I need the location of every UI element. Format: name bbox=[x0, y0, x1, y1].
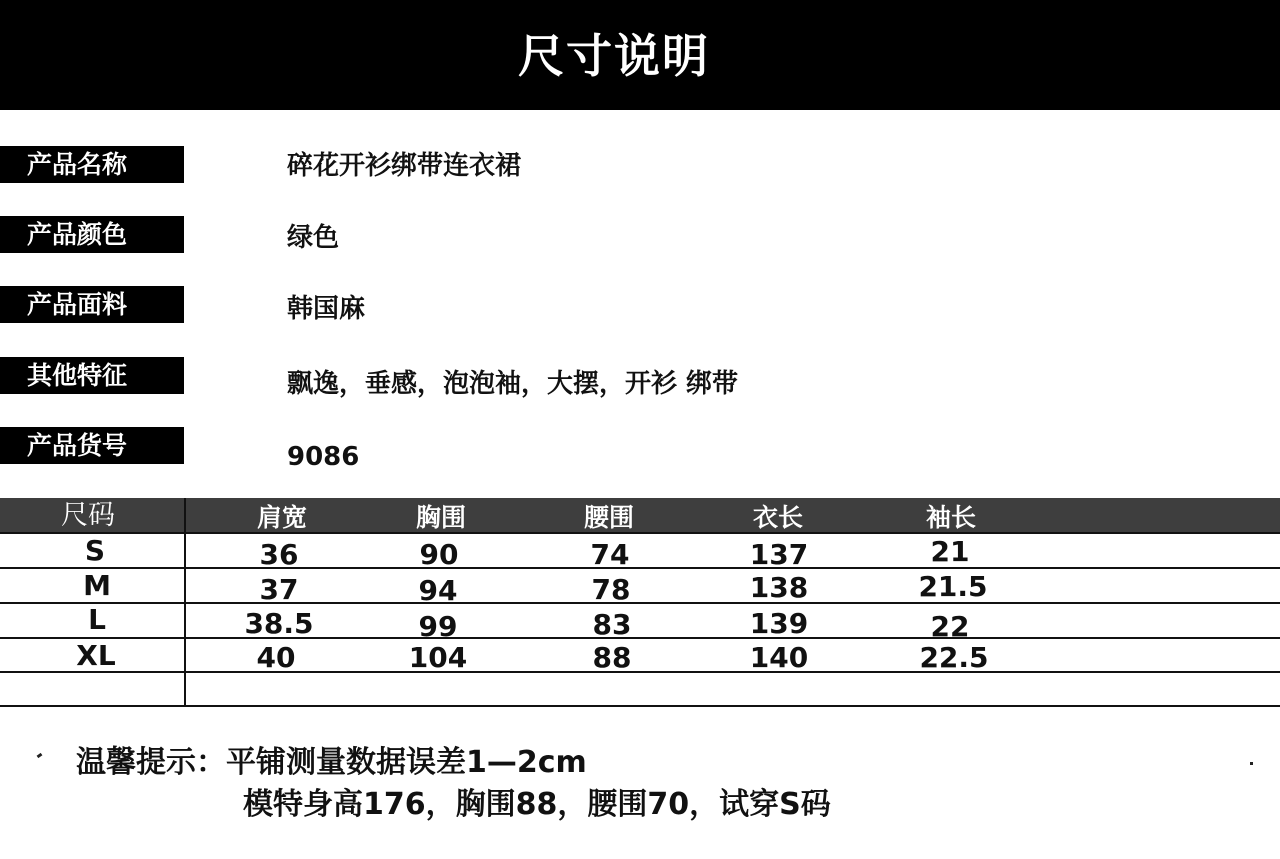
row-divider bbox=[0, 567, 1280, 569]
header-length: 衣长 bbox=[752, 503, 804, 532]
table-cell: 83 bbox=[592, 608, 632, 641]
row-divider bbox=[0, 602, 1280, 604]
speck-mark bbox=[37, 753, 43, 758]
table-cell-size: S bbox=[84, 534, 106, 567]
row-divider bbox=[0, 671, 1280, 673]
table-cell-size: M bbox=[83, 569, 111, 602]
info-label-features: 其他特征 bbox=[0, 357, 184, 394]
speck-mark bbox=[1250, 762, 1253, 765]
table-cell: 22 bbox=[930, 610, 970, 643]
row-divider bbox=[0, 705, 1280, 707]
info-value-features: 飘逸，垂感，泡泡袖，大摆，开衫 绑带 bbox=[287, 369, 739, 399]
table-cell: 36 bbox=[259, 538, 299, 571]
table-cell: 37 bbox=[259, 573, 299, 606]
info-label-fabric: 产品面料 bbox=[0, 286, 184, 323]
header-bust: 胸围 bbox=[415, 503, 467, 532]
info-value-color: 绿色 bbox=[287, 223, 340, 253]
table-cell-size: L bbox=[88, 603, 106, 636]
info-label-color: 产品颜色 bbox=[0, 216, 184, 253]
info-label-item-number: 产品货号 bbox=[0, 427, 184, 464]
table-cell: 94 bbox=[418, 574, 458, 607]
table-cell: 138 bbox=[749, 571, 809, 604]
header-shoulder: 肩宽 bbox=[256, 503, 308, 532]
row-divider bbox=[0, 532, 1280, 534]
header-bar bbox=[0, 0, 1280, 110]
table-cell: 21 bbox=[930, 535, 970, 568]
header-size: 尺码 bbox=[61, 500, 115, 531]
table-cell: 140 bbox=[749, 641, 809, 674]
table-cell: 40 bbox=[256, 641, 296, 674]
table-cell: 21.5 bbox=[918, 570, 988, 603]
table-cell: 88 bbox=[592, 641, 632, 674]
note-model: 模特身高176，胸围88，腰围70，试穿S码 bbox=[243, 787, 831, 822]
table-cell: 78 bbox=[591, 573, 631, 606]
info-label-name: 产品名称 bbox=[0, 146, 184, 183]
header-waist: 腰围 bbox=[583, 503, 635, 532]
size-table-header bbox=[0, 498, 1280, 534]
table-cell: 22.5 bbox=[919, 641, 989, 674]
table-cell: 99 bbox=[418, 610, 458, 643]
table-cell: 104 bbox=[408, 641, 468, 674]
table-cell: 38.5 bbox=[244, 607, 314, 640]
size-table bbox=[0, 498, 1280, 707]
table-cell: 137 bbox=[749, 538, 809, 571]
info-value-name: 碎花开衫绑带连衣裙 bbox=[287, 151, 522, 181]
table-cell: 90 bbox=[419, 538, 459, 571]
info-value-item-number: 9086 bbox=[287, 442, 360, 472]
header-sleeve: 袖长 bbox=[925, 503, 977, 532]
table-cell: 74 bbox=[590, 538, 630, 571]
info-value-fabric: 韩国麻 bbox=[287, 294, 366, 324]
column-divider bbox=[184, 498, 186, 707]
table-cell-size: XL bbox=[76, 639, 116, 672]
page-title: 尺寸说明 bbox=[518, 29, 710, 83]
note-tip: 温馨提示：平铺测量数据误差1—2cm bbox=[76, 745, 587, 780]
table-cell: 139 bbox=[749, 607, 809, 640]
row-divider bbox=[0, 637, 1280, 639]
